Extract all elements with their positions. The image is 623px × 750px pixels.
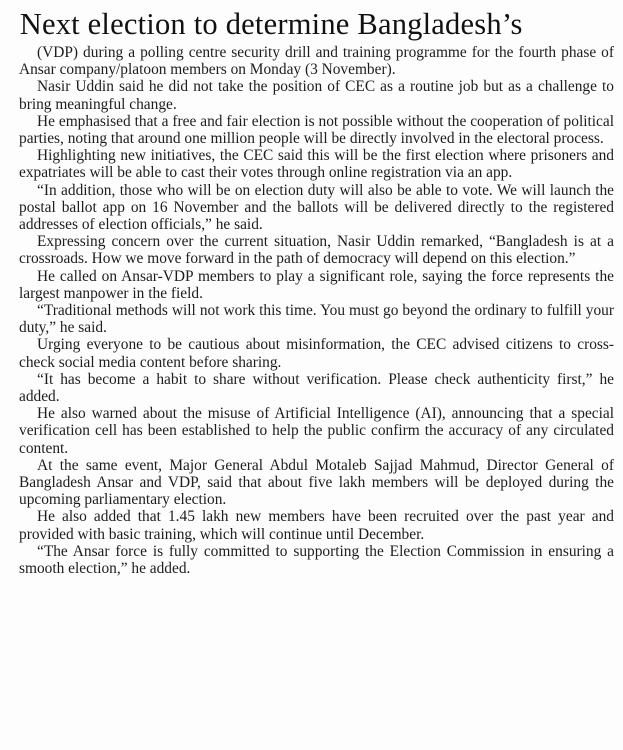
article-paragraph: Urging everyone to be cautious about misinformation, the CEC advised citizens to cross-check social media content before sharing.	[19, 336, 614, 371]
article-paragraph: “The Ansar force is fully committed to supporting the Election Commission in ensuring a smooth election,” he added.	[19, 542, 614, 578]
article-paragraph: Expressing concern over the current situation, Nasir Uddin remarked, “Bangladesh is at a crossroads. How we move forward in the path of democracy will depend on this election.”	[19, 233, 614, 268]
article-paragraph: He called on Ansar-VDP members to play a significant role, saying the force represents the largest manpower in the field.	[19, 267, 614, 302]
article-body	[19, 44, 614, 577]
article-paragraph: “It has become a habit to share without verification. Please check authenticity first,” he added.	[19, 370, 614, 406]
article-paragraph: (VDP) during a polling centre security drill and training programme for the fourth phase of Ansar company/platoon members on Monday (3 November).	[19, 44, 614, 79]
article-paragraph: Nasir Uddin said he did not take the position of CEC as a routine job but as a challenge to bring meaningful change.	[19, 78, 614, 113]
article-headline: Next election to determine Bangladesh’s	[19, 6, 523, 41]
article-paragraph: He also warned about the misuse of Artificial Intelligence (AI), announcing that a special verification cell has been established to help the public confirm the accuracy of any circulated content.	[19, 405, 614, 457]
article-paragraph: “Traditional methods will not work this time. You must go beyond the ordinary to fulfill your duty,” he said.	[19, 302, 614, 337]
article-paragraph: He also added that 1.45 lakh new members have been recruited over the past year and provided with basic training, which will continue until December.	[19, 508, 614, 543]
article-paragraph: He emphasised that a free and fair election is not possible without the cooperation of political parties, noting that around one million people will be directly involved in the electoral process.	[19, 112, 614, 148]
article-paragraph: “In addition, those who will be on election duty will also be able to vote. We will launch the postal ballot app on 16 November and the ballots will be delivered directly to the registered addresses of election officials,” he said.	[19, 181, 614, 234]
article-paragraph: Highlighting new initiatives, the CEC said this will be the first election where prisoners and expatriates will be able to cast their votes through online registration via an app.	[19, 147, 614, 182]
article-paragraph: At the same event, Major General Abdul Motaleb Sajjad Mahmud, Director General of Bangladesh Ansar and VDP, said that about five lakh members will be deployed during the upcoming parliamentary election.	[19, 456, 614, 509]
